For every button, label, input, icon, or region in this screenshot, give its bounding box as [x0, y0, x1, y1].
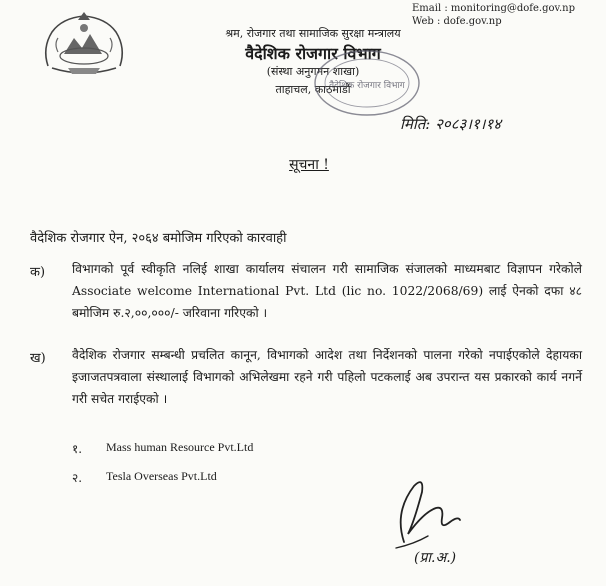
- ministry-name: श्रम, रोजगार तथा सामाजिक सुरक्षा मन्त्रालय: [225, 27, 401, 40]
- notice-title: सूचना !: [289, 157, 329, 173]
- item-marker: क): [30, 265, 46, 280]
- email-text[interactable]: Email : monitoring@dofe.gov.np: [412, 3, 575, 14]
- official-stamp-icon: [312, 48, 422, 118]
- item-marker: ख): [30, 351, 46, 366]
- web-text[interactable]: Web : dofe.gov.np: [412, 16, 502, 27]
- stamp-text: वैदेशिक रोजगार विभाग: [329, 81, 405, 91]
- company-number: १.: [72, 442, 83, 456]
- address-text: ताहाचल, काठमाडौं: [275, 83, 351, 96]
- division-name: (संस्था अनुगमन शाखा): [266, 65, 360, 78]
- item-paragraph: विभागको पूर्व स्वीकृति नलिई शाखा कार्यालय संचालन गरी सामाजिक संजालको माध्यमबाट विज्ञापन गरेकोले Associate welcome International Pvt. Ltd (lic no. 1022/2068/69) लाई ऐनको दफा ४८ बमोजिम रु.२,००,०००/- जरिवाना गरिएको ।: [72, 262, 582, 320]
- notice-date: मिति: २०८३।१।१४: [400, 115, 502, 133]
- signature-initials: (प्रा.अ.): [414, 550, 457, 566]
- company-number: २.: [72, 471, 83, 485]
- company-name: Mass human Resource Pvt.Ltd: [106, 440, 254, 454]
- contact-info: [412, 2, 575, 28]
- item-paragraph: वैदेशिक रोजगार सम्बन्धी प्रचलित कानून, विभागको आदेश तथा निर्देशनको पालना गरेको नपाईएकोले देहायका इजाजतपत्रवाला संस्थालाई विभागको अभिलेखमा रहने गरी पहिलो पटकलाई अब उपरान्त यस प्रकारको कार्य नगर्ने गरी सचेत गराईएको ।: [72, 348, 582, 406]
- company-name: Tesla Overseas Pvt.Ltd: [106, 469, 217, 483]
- department-name: वैदेशिक रोजगार विभाग: [245, 44, 381, 63]
- notice-subject: वैदेशिक रोजगार ऐन, २०६४ बमोजिम गरिएको कारवाही: [30, 231, 287, 246]
